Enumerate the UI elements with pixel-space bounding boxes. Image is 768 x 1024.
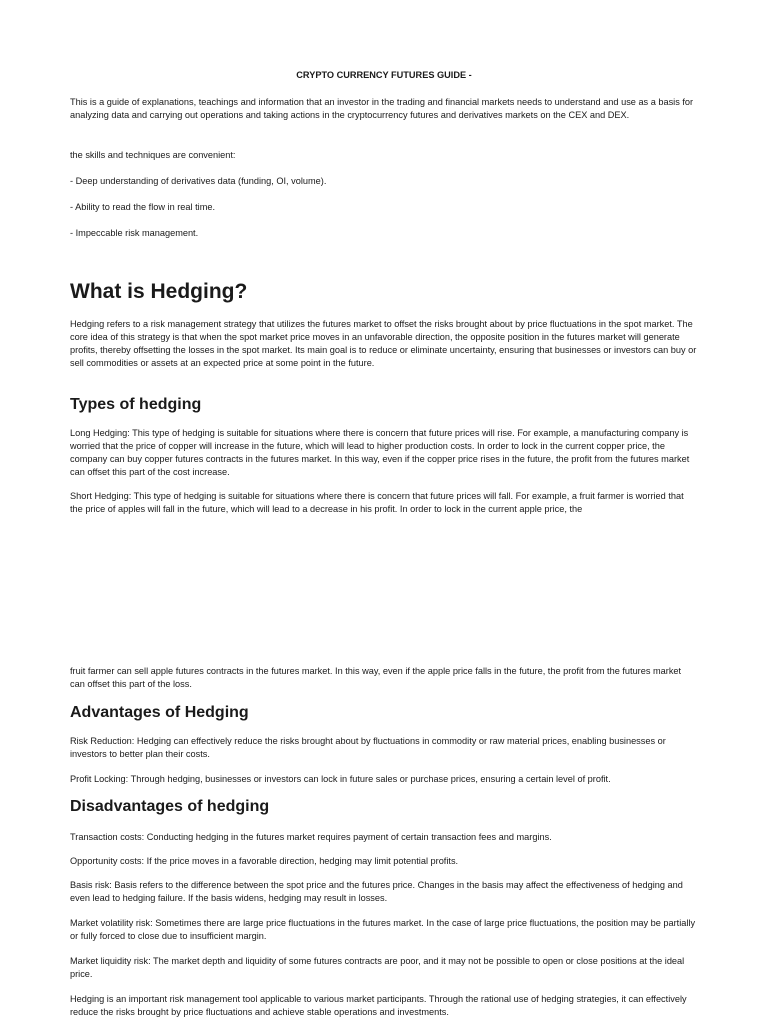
disadvantage-item: Basis risk: Basis refers to the difference between the spot price and the futures price. Changes in the basis may affect the effectiveness of hedging and even lead to hedging failure. If the basis widens, hedging may result in losses.: [70, 880, 683, 903]
advantage-item: Profit Locking: Through hedging, businesses or investors can lock in future sales or purchase prices, ensuring a certain level of profit.: [70, 774, 611, 784]
skill-item: - Impeccable risk management.: [70, 228, 199, 238]
section-heading-types: Types of hedging: [70, 396, 202, 413]
intro-paragraph: This is a guide of explanations, teachings and information that an investor in the trading and financial markets needs to understand and use as a basis for analyzing data and carrying out operations and taking actions in the cryptocurrency futures and derivatives markets on the CEX and DEX.: [70, 97, 694, 120]
document-title: CRYPTO CURRENCY FUTURES GUIDE -: [296, 70, 472, 80]
section-heading-disadvantages: Disadvantages of hedging: [70, 798, 270, 815]
section-heading-advantages: Advantages of Hedging: [70, 704, 249, 721]
disadvantage-item: Market liquidity risk: The market depth and liquidity of some futures contracts are poor, and it may not be possible to open or close positions at the ideal price.: [70, 956, 685, 979]
hedging-definition: Hedging refers to a risk management strategy that utilizes the futures market to offset the risks brought about by price fluctuations in the spot market. The core idea of this strategy is that when the spot market price moves in an unfavorable direction, the opposite position in the futures market will generate profits, thereby offsetting the losses in the spot market. Its main goal is to reduce or eliminate uncertainty, ensuring that businesses or investors can buy or sell commodities or assets at an expected price at some point in the future.: [70, 319, 697, 368]
disadvantage-item: Market volatility risk: Sometimes there are large price fluctuations in the futures market. In the case of large price fluctuations, the position may be partially or fully forced to close due to insufficient margin.: [70, 918, 696, 941]
short-hedging-continued: fruit farmer can sell apple futures contracts in the futures market. In this way, even if the apple price falls in the future, the profit from the futures market can offset this part of the loss.: [70, 666, 682, 689]
long-hedging-paragraph: Long Hedging: This type of hedging is suitable for situations where there is concern that future prices will rise. For example, a manufacturing company is worried that the price of copper will increase in the future, which will lead to higher production costs. In order to lock in the current copper price, the company can buy copper futures contracts in the futures market. In this way, even if the copper price rises in the future, the profit from the futures market can offset this part of the cost increase.: [70, 428, 690, 477]
disadvantage-item: Transaction costs: Conducting hedging in the futures market requires payment of certain transaction fees and margins.: [70, 832, 552, 842]
disadvantage-item: Opportunity costs: If the price moves in a favorable direction, hedging may limit potential profits.: [70, 856, 459, 866]
short-hedging-paragraph: Short Hedging: This type of hedging is suitable for situations where there is concern that future prices will fall. For example, a fruit farmer is worried that the price of apples will fall in the future, which will lead to a decrease in his profit. In order to lock in the current apple price, the: [70, 491, 684, 514]
conclusion-paragraph: Hedging is an important risk management tool applicable to various market participants. Through the rational use of hedging strategies, it can effectively reduce the risks brought by price fluctuations and achieve stable operations and investments.: [70, 994, 687, 1017]
advantage-item: Risk Reduction: Hedging can effectively reduce the risks brought about by fluctuations in commodity or raw material prices, enabling businesses or investors to better plan their costs.: [70, 736, 666, 759]
skill-item: - Deep understanding of derivatives data (funding, OI, volume).: [70, 176, 327, 186]
skill-item: - Ability to read the flow in real time.: [70, 202, 216, 212]
section-heading-what-is-hedging: What is Hedging?: [70, 280, 248, 303]
skills-intro: the skills and techniques are convenient:: [70, 150, 236, 160]
